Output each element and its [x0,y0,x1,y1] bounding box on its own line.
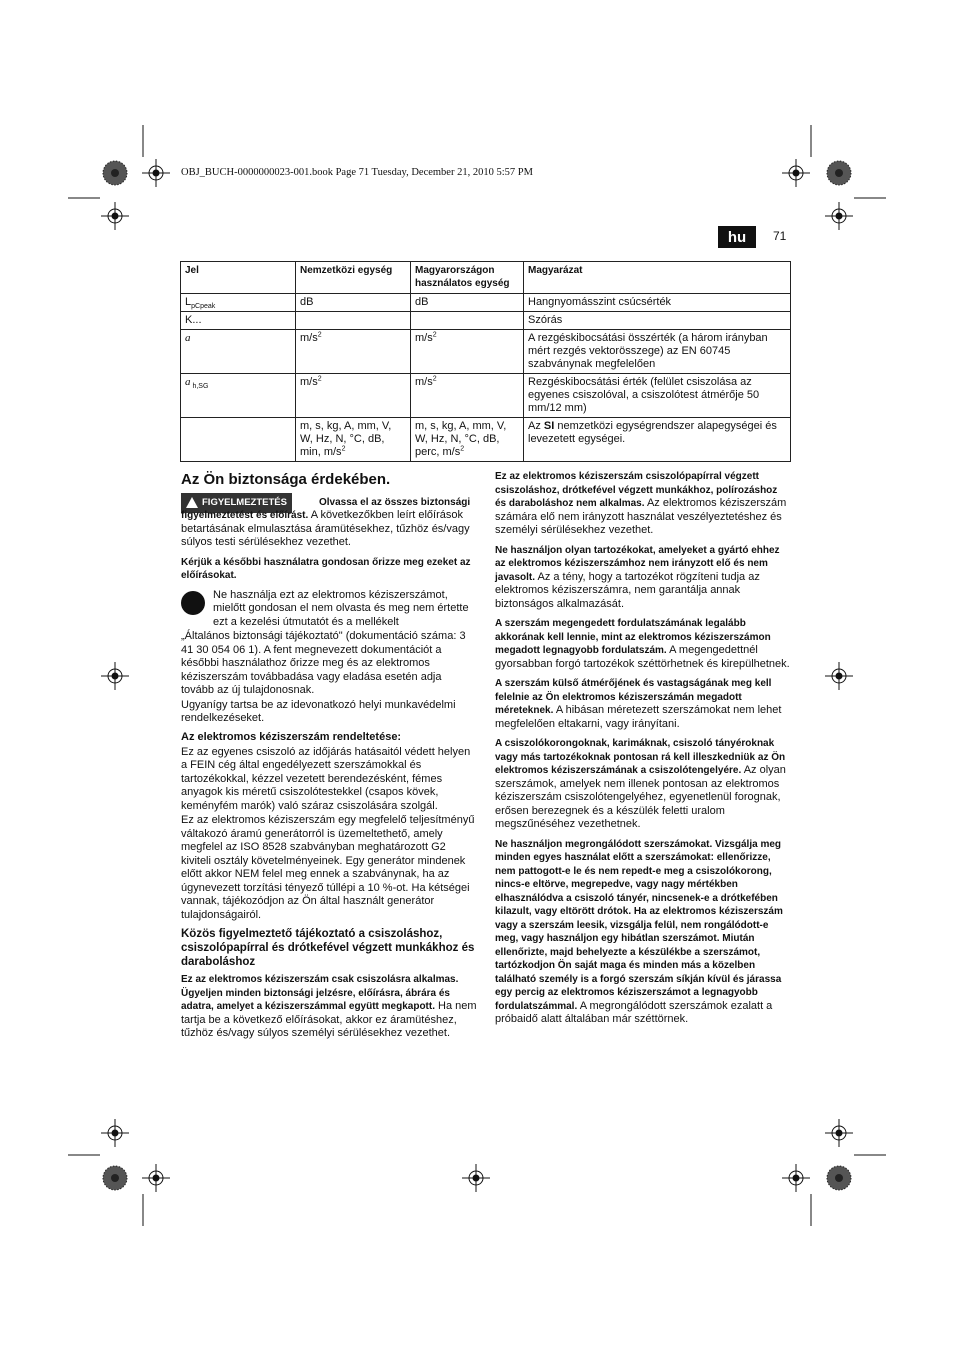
table-cell-symbol: $L_{pCpeak}$ [181,294,296,312]
language-badge: hu [718,226,756,248]
warning-item: A szerszám külső átmérőjének és vastagságának meg kell felelnie az Ön elektromos kéziszerszámán megadott méreteknek. A hibásan méretezett szerszámokat nem lehet megfelelően eltakarni, vagy irányítani. [495,678,782,730]
table-cell [296,312,411,330]
warning-paragraph: Olvassa el az összes biztonsági figyelmeztetést és előírást. A következőkben leírt előírások betartásának elmulasztása áramütésekhez, tűzhöz és/vagy súlyos testi sérülésekhez vezethet. [181,496,471,548]
right-column [495,470,791,1033]
print-header: OBJ_BUCH-0000000023-001.book Page 71 Tuesday, December 21, 2010 5:57 PM [181,167,533,178]
safety-regulations-text: Ugyanígy tartsa be az idevonatkozó helyi munkavédelmi rendelkezéseket. [181,698,456,724]
section-title: Az Ön biztonsága érdekében. [181,471,391,488]
table-cell: Az SI nemzetközi egységrendszer alapegységei és levezetett egységei. [524,418,791,462]
warning-item: Ez az elektromos kéziszerszám csiszolópapírral végzett csiszoláshoz, drótkefével végzett munkákhoz, polírozáshoz és daraboláshoz nem alkalmas. Az elektromos kéziszerszám számára elő nem irányzott használat veszélyeztetéshez és személyi sérülésekhez vezethet. [495,471,787,536]
table-cell: $m/s^2$ [296,330,411,374]
table-header: Magyarázat [524,262,791,294]
warning-item: Ez az elektromos kéziszerszám csak csiszolásra alkalmas. Ügyeljen minden biztonsági jelzésre, előírásra, ábrára és adatra, amelyet a kéziszerszámmal együtt megkapott. Ha nem tartja be a következő előírásokat, akkor ez áramütéshez, tűzhöz és/vagy súlyos személyi sérülésekhez vezethet. [181,974,477,1039]
page-number: 71 [773,229,787,243]
table-header-row [181,262,791,294]
table-cell: Rezgéskibocsátási érték (felület csiszolása az egyenes csiszolóval, a csiszolótest átmérője 50 mm/12 mm) [524,374,791,418]
read-manual-text: Ne használja ezt az elektromos kéziszerszámot, mielőtt gondosan el nem olvasta és meg nem értette ezt a kezelési útmutatót és a mellékelt [213,588,469,628]
table-cell-symbol: a [181,330,296,374]
table-cell: m, s, kg, A, mm, V, W, Hz, N, °C, dB, perc, $m/s^2$ [411,418,524,462]
left-column [181,471,477,1042]
table-cell: $m/s^2$ [411,374,524,418]
table-cell: A rezgéskibocsátási összérték (a három irányban mért rezgés vektorösszege) az EN 60745 szabványnak megfelelően [524,330,791,374]
warning-badge: FIGYELMEZTETÉS [181,493,292,513]
units-table [180,261,791,462]
keep-instructions: Kérjük a későbbi használatra gondosan őrizze meg ezeket az előírásokat. [181,556,471,581]
table-row [181,294,791,312]
table-cell [411,312,524,330]
table-cell: Hangnyomásszint csúcsérték [524,294,791,312]
table-row [181,312,791,330]
intended-use-text: Ez az egyenes csiszoló az időjárás hatásaitól védett helyen a FEIN cég által engedélyezett szerszámokkal és tartozékokkal, kézzel vezetett berendezésként, fémes anyagok kis méretű csiszolótestekkel (csapos kövek, keményfém marók) való száraz csiszolására szolgál. [181,745,471,812]
table-header: Magyarországon használatos egység [411,262,524,294]
generator-text: Ez az elektromos kéziszerszám egy megfelelő teljesítményű váltakozó áramú generátorról is üzemeltethető, amely megfelel az ISO 8528 szabványban meghatározott G2 kiviteli osztály követelményeinek. Egy generátor mindenek előtt akkor NEM felel meg ennek a szabványnak, ha az úgynevezett torzítási tényező túllépi a 10 %-ot. Ha kétségei vannak, tájékozódjon az Ön által használt generátor tulajdonságairól. [181,814,475,921]
table-cell: dB [296,294,411,312]
table-row [181,374,791,418]
warning-item: Ne használjon olyan tartozékokat, amelyeket a gyártó ehhez az elektromos kéziszerszámhoz nem irányzott elő és nem javasolt. Az a tény, hogy a tartozékot rögzíteni tudja az elektromos kéziszerszámra, nem garantálja annak biztonságos alkalmazását. [495,544,780,610]
table-cell: $m/s^2$ [296,374,411,418]
warning-item: A szerszám megengedett fordulatszámának legalább akkorának kell lennie, mint az elektromos kéziszerszámon megadott legnagyobb fordulatszám. A megengedettnél gyorsabban forgó tartozékok széttörhetnek és kirepülhetnek. [495,618,790,670]
table-cell-symbol: K... [181,312,296,330]
warning-item: Ne használjon megrongálódott szerszámokat. Vizsgálja meg minden egyes használat előtt a szerszámokat: ellenőrizze, nem pattogott-e le és nem repedt-e meg a csiszolókorong, nincs-e eltörve, megrepedve, vagy nagy mértékben elhasználódva a csiszoló tányér, nincsenek-e a drótkefében kilazult, vagy eltörött drótok. Ha az elektromos kéziszerszám vagy a szerszám leesik, vizsgálja felül, nem rongálódott-e meg, vagy használjon egy hibátlan szerszámot. Miután ellenőrizte, majd behelyezte a készülékbe a szerszámot, tartózkodjon Ön saját maga és minden más a közelben található személy is a forgó szerszám síkján kívül és járassa egy percig az elektromos kéziszerszámot a legnagyobb fordulatszámmal. A megrongálódott szerszámok ezalatt a próbaidő alatt általában már széttörnek. [495,838,783,1025]
read-manual-text-cont: „Általános biztonsági tájékoztató" (dokumentáció száma: 3 41 30 054 06 1). A fent megnevezett dokumentációt a későbbi használathoz őrizze meg és az elektromos kéziszerszám továbbadása vagy eladása esetén adja tovább az új tulajdonosnak. [181,630,466,696]
common-warning-heading: Közös figyelmeztető tájékoztató a csiszoláshoz, csiszolópapírral és drótkefével végzett munkákhoz és daraboláshoz [181,928,475,968]
table-row [181,330,791,374]
table-cell-symbol [181,418,296,462]
read-manual-icon [181,591,205,615]
table-cell: m, s, kg, A, mm, V, W, Hz, N, °C, dB, min, $m/s^2$ [296,418,411,462]
intended-use-heading: Az elektromos kéziszerszám rendeltetése: [181,730,402,743]
table-cell: Szórás [524,312,791,330]
warning-triangle-icon [186,497,198,508]
table-cell: dB [411,294,524,312]
table-row [181,418,791,462]
table-cell-symbol: a $_{h,SG}$ [181,374,296,418]
read-manual-block [181,589,477,631]
table-header: Jel [181,262,296,294]
table-header: Nemzetközi egység [296,262,411,294]
warning-item: A csiszolókorongoknak, karimáknak, csiszoló tányéroknak vagy más tartozékoknak pontosan rá kell illeszkedniük az Ön elektromos kéziszerszámának a csiszolótengelyére. Az olyan szerszámok, amelyek nem illenek pontosan az elektromos kéziszerszám csiszolótengelyéhez, egyenetlenül forognak, erősen berezegnek és a készülék feletti uralom megszűnéséhez vezethetnek. [495,738,786,830]
table-cell: $m/s^2$ [411,330,524,374]
